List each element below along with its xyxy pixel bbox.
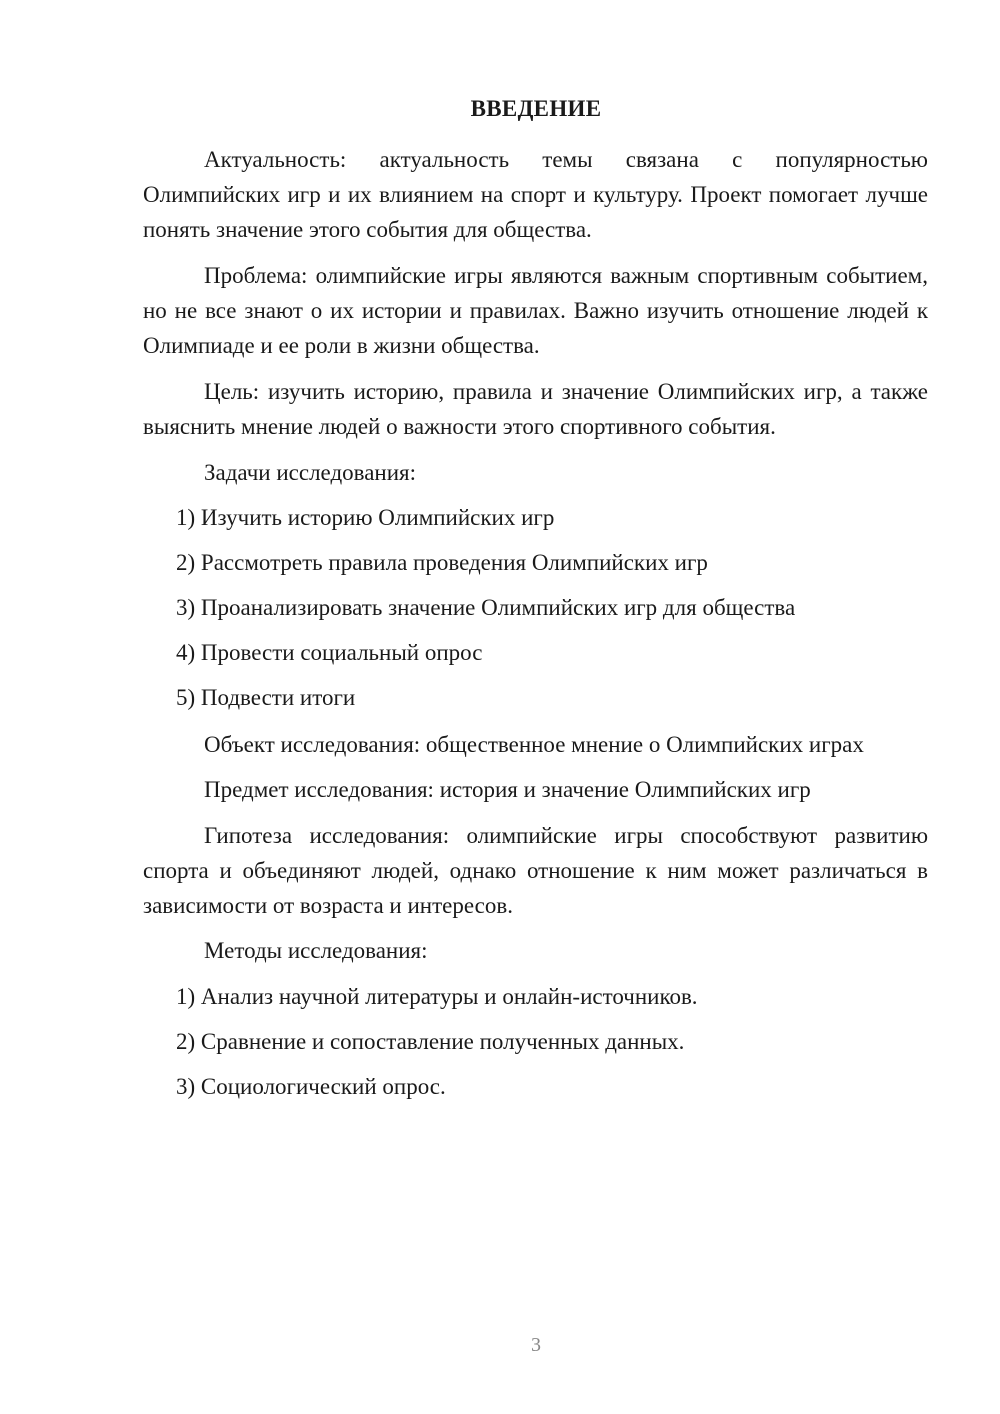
task-item: 2) Рассмотреть правила проведения Олимпийских игр bbox=[176, 550, 708, 575]
goal-text: Цель: изучить историю, правила и значение Олимпийских игр, а также выяснить мнение людей о важности этого спортивного события. bbox=[143, 379, 928, 439]
section-title: ВВЕДЕНИЕ bbox=[470, 96, 602, 121]
research-object: Объект исследования: общественное мнение о Олимпийских играх bbox=[204, 732, 864, 757]
relevance-text: Актуальность: актуальность темы связана с популярностью Олимпийских игр и их влиянием на спорт и культуру. Проект помогает лучше понять значение этого события для общества. bbox=[143, 147, 928, 242]
research-subject: Предмет исследования: история и значение Олимпийских игр bbox=[204, 777, 811, 802]
tasks-heading: Задачи исследования: bbox=[204, 460, 417, 485]
method-item: 1) Анализ научной литературы и онлайн-источников. bbox=[176, 984, 698, 1009]
hypothesis-text: Гипотеза исследования: олимпийские игры способствуют развитию спорта и объединяют людей, однако отношение к ним может различаться в зависимости от возраста и интересов. bbox=[143, 823, 928, 918]
task-item: 5) Подвести итоги bbox=[176, 685, 356, 710]
problem-text: Проблема: олимпийские игры являются важным спортивным событием, но не все знают о их истории и правилах. Важно изучить отношение людей к Олимпиаде и ее роли в жизни общества. bbox=[143, 263, 928, 358]
task-item: 4) Провести социальный опрос bbox=[176, 640, 483, 665]
page-number: 3 bbox=[531, 1334, 541, 1356]
task-item: 3) Проанализировать значение Олимпийских игр для общества bbox=[176, 595, 796, 620]
hypothesis-paragraph bbox=[143, 818, 928, 923]
methods-heading: Методы исследования: bbox=[204, 938, 428, 963]
problem-paragraph bbox=[143, 258, 928, 363]
task-item: 1) Изучить историю Олимпийских игр bbox=[176, 505, 555, 530]
goal-paragraph bbox=[143, 374, 928, 444]
relevance-paragraph bbox=[143, 142, 928, 247]
method-item: 2) Сравнение и сопоставление полученных данных. bbox=[176, 1029, 685, 1054]
method-item: 3) Социологический опрос. bbox=[176, 1074, 446, 1099]
